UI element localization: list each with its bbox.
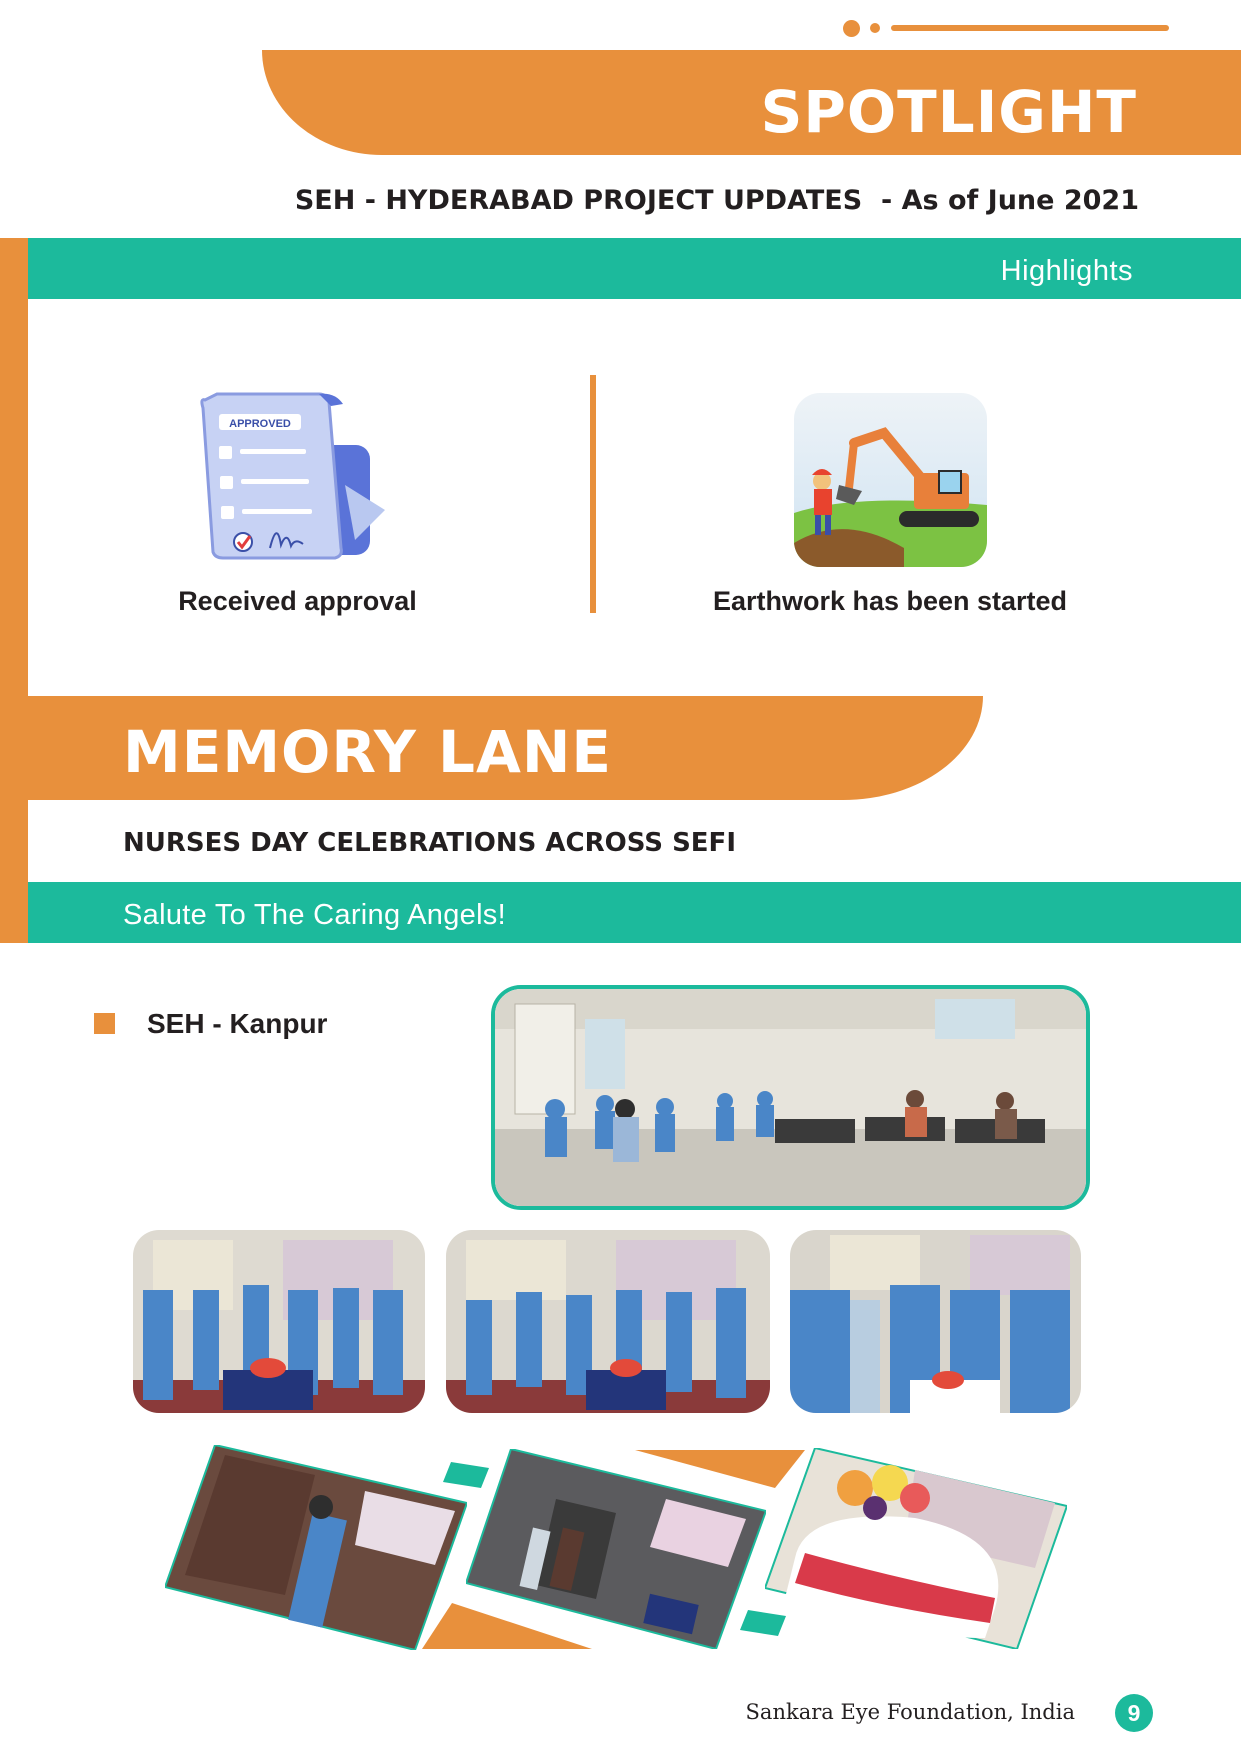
highlight-divider	[590, 375, 596, 613]
left-accent-rail	[0, 238, 28, 943]
page-number-badge: 9	[1115, 1694, 1153, 1732]
nurses-day-subtitle: NURSES DAY CELEBRATIONS ACROSS SEFI	[123, 828, 736, 858]
highlights-label: Highlights	[1000, 255, 1133, 287]
cake-cutting-photo-3	[790, 1230, 1081, 1413]
footer-organization: Sankara Eye Foundation, India	[745, 1700, 1075, 1724]
hospital-hall-photo	[491, 985, 1090, 1210]
spotlight-title: SPOTLIGHT	[760, 78, 1137, 146]
cake-cutting-photo-1	[133, 1230, 425, 1413]
cake-cutting-photo-2	[446, 1230, 770, 1413]
location-label: SEH - Kanpur	[147, 1008, 328, 1039]
decor-dot-large	[843, 20, 860, 37]
bullet-square-icon	[94, 1013, 115, 1034]
nurses-day-presentation-photo	[466, 1449, 766, 1649]
memory-lane-title: MEMORY LANE	[123, 718, 613, 786]
excavator-icon	[794, 393, 987, 567]
approved-badge-text: APPROVED	[229, 418, 291, 430]
decor-dot-small	[870, 23, 880, 33]
approved-document-icon	[195, 390, 400, 565]
nurse-speech-photo	[165, 1445, 467, 1650]
earthwork-started-caption: Earthwork has been started	[712, 586, 1068, 616]
nurses-day-cake-photo	[765, 1448, 1067, 1649]
project-update-subtitle: SEH - HYDERABAD PROJECT UPDATES - As of June 2021	[294, 185, 1139, 216]
received-approval-caption: Received approval	[178, 586, 417, 616]
salute-label: Salute To The Caring Angels!	[123, 899, 506, 931]
decor-line	[891, 25, 1169, 31]
